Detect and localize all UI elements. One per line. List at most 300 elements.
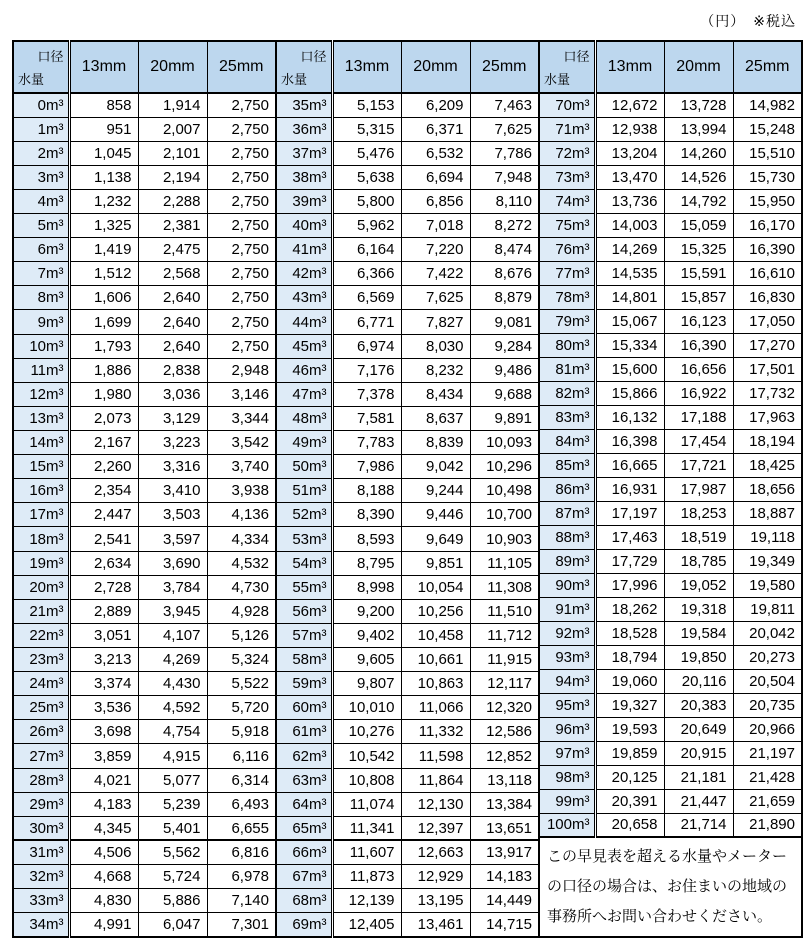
volume-label-cell: 52m³ (276, 503, 332, 527)
rate-cell: 15,059 (664, 213, 733, 237)
table-row (539, 765, 802, 789)
rate-cell: 18,887 (733, 501, 802, 525)
table-row (13, 648, 276, 672)
rate-cell: 19,593 (595, 717, 664, 741)
rate-cell: 12,117 (470, 672, 539, 696)
rate-cell: 3,859 (69, 744, 138, 768)
column-header-25mm: 25mm (470, 41, 539, 93)
rate-cell: 20,383 (664, 693, 733, 717)
rate-cell: 17,732 (733, 381, 802, 405)
rate-cell: 10,458 (401, 623, 470, 647)
rate-cell: 20,504 (733, 669, 802, 693)
volume-label-cell: 5m³ (13, 214, 69, 238)
rate-cell: 19,060 (595, 669, 664, 693)
table-row (13, 913, 276, 937)
table-row (276, 382, 539, 406)
volume-label-cell: 63m³ (276, 768, 332, 792)
table-row (13, 599, 276, 623)
rate-cell: 2,640 (138, 286, 207, 310)
rate-cell: 9,402 (332, 623, 401, 647)
unit-tax-note: （円） ※税込 (700, 13, 796, 29)
rate-cell: 5,153 (332, 93, 401, 117)
table-row (276, 262, 539, 286)
rate-cell: 4,506 (69, 840, 138, 864)
rate-cell: 11,332 (401, 720, 470, 744)
rate-cell: 1,793 (69, 334, 138, 358)
table-row (539, 429, 802, 453)
volume-label-cell: 38m³ (276, 165, 332, 189)
table-row (276, 672, 539, 696)
rate-cell: 2,750 (207, 238, 276, 262)
rate-cell: 2,640 (138, 334, 207, 358)
rate-cell: 17,188 (664, 405, 733, 429)
rate-cell: 12,929 (401, 865, 470, 889)
volume-label-cell: 28m³ (13, 768, 69, 792)
table-row (276, 720, 539, 744)
rate-cell: 14,715 (470, 913, 539, 937)
volume-label-cell: 58m³ (276, 648, 332, 672)
rate-cell: 2,750 (207, 334, 276, 358)
rate-cell: 9,081 (470, 310, 539, 334)
rate-cell: 951 (69, 117, 138, 141)
table-row (276, 503, 539, 527)
table-row (539, 573, 802, 597)
rate-cell: 4,345 (69, 816, 138, 840)
rate-cell: 6,655 (207, 816, 276, 840)
volume-label-cell: 78m³ (539, 285, 595, 309)
rate-cell: 13,195 (401, 889, 470, 913)
rate-cell: 10,093 (470, 431, 539, 455)
volume-label-cell: 31m³ (13, 840, 69, 864)
volume-label-cell: 79m³ (539, 309, 595, 333)
rate-cell: 16,390 (664, 333, 733, 357)
volume-label-cell: 54m³ (276, 551, 332, 575)
rate-cell: 12,130 (401, 792, 470, 816)
volume-label-cell: 75m³ (539, 213, 595, 237)
rate-cell: 12,938 (595, 117, 664, 141)
table-row (539, 645, 802, 669)
rate-cell: 18,785 (664, 549, 733, 573)
rate-cell: 20,735 (733, 693, 802, 717)
volume-label-cell: 53m³ (276, 527, 332, 551)
rate-cell: 1,325 (69, 214, 138, 238)
rate-cell: 9,649 (401, 527, 470, 551)
table-row (276, 792, 539, 816)
rate-cell: 6,366 (332, 262, 401, 286)
rate-cell: 14,982 (733, 93, 802, 117)
rate-cell: 3,542 (207, 431, 276, 455)
volume-label-cell: 91m³ (539, 597, 595, 621)
rate-cell: 8,879 (470, 286, 539, 310)
table-row (276, 431, 539, 455)
volume-label-cell: 32m³ (13, 865, 69, 889)
rate-cell: 12,139 (332, 889, 401, 913)
volume-label-cell: 18m³ (13, 527, 69, 551)
rate-cell: 3,036 (138, 382, 207, 406)
volume-label-cell: 90m³ (539, 573, 595, 597)
rate-cell: 13,994 (664, 117, 733, 141)
rate-cell: 19,859 (595, 741, 664, 765)
volume-label-cell: 51m³ (276, 479, 332, 503)
rate-cell: 16,656 (664, 357, 733, 381)
rate-cell: 6,047 (138, 913, 207, 937)
volume-label-cell: 49m³ (276, 431, 332, 455)
rate-cell: 2,634 (69, 551, 138, 575)
rate-cell: 17,987 (664, 477, 733, 501)
table-row (13, 310, 276, 334)
volume-label-cell: 77m³ (539, 261, 595, 285)
rate-cell: 9,200 (332, 599, 401, 623)
rate-cell: 8,637 (401, 406, 470, 430)
rate-cell: 2,073 (69, 406, 138, 430)
rate-cell: 10,276 (332, 720, 401, 744)
water-rate-tables (12, 40, 803, 938)
volume-label-cell: 81m³ (539, 357, 595, 381)
table-row (539, 237, 802, 261)
rate-cell: 18,794 (595, 645, 664, 669)
rate-cell: 16,123 (664, 309, 733, 333)
volume-label-cell: 47m³ (276, 382, 332, 406)
rate-cell: 7,463 (470, 93, 539, 117)
rate-cell: 16,170 (733, 213, 802, 237)
volume-label-cell: 84m³ (539, 429, 595, 453)
volume-label-cell: 73m³ (539, 165, 595, 189)
rate-cell: 6,116 (207, 744, 276, 768)
volume-label-cell: 76m³ (539, 237, 595, 261)
rate-cell: 17,963 (733, 405, 802, 429)
rate-cell: 18,425 (733, 453, 802, 477)
table-row (276, 189, 539, 213)
table-row (539, 381, 802, 405)
rate-cell: 3,051 (69, 623, 138, 647)
rate-cell: 5,401 (138, 816, 207, 840)
rate-cell: 8,110 (470, 189, 539, 213)
rate-cell: 15,857 (664, 285, 733, 309)
volume-label-cell: 61m³ (276, 720, 332, 744)
rate-cell: 9,486 (470, 358, 539, 382)
table-row (276, 238, 539, 262)
rate-cell: 9,891 (470, 406, 539, 430)
table-row (13, 575, 276, 599)
volume-label-cell: 1m³ (13, 117, 69, 141)
volume-label-cell: 48m³ (276, 406, 332, 430)
rate-cell: 20,116 (664, 669, 733, 693)
volume-label-cell: 14m³ (13, 431, 69, 455)
volume-label-cell: 66m³ (276, 840, 332, 864)
rate-cell: 2,288 (138, 189, 207, 213)
rate-cell: 4,107 (138, 623, 207, 647)
rate-cell: 21,714 (664, 813, 733, 837)
column-header-20mm: 20mm (664, 41, 733, 93)
rate-cell: 13,728 (664, 93, 733, 117)
rate-cell: 7,422 (401, 262, 470, 286)
rate-cell: 11,873 (332, 865, 401, 889)
volume-label-cell: 46m³ (276, 358, 332, 382)
rate-cell: 2,750 (207, 310, 276, 334)
volume-label-cell: 10m³ (13, 334, 69, 358)
rate-cell: 2,948 (207, 358, 276, 382)
rate-cell: 1,045 (69, 141, 138, 165)
footnote-row (539, 837, 802, 937)
rate-cell: 15,600 (595, 357, 664, 381)
rate-cell: 6,694 (401, 165, 470, 189)
rate-cell: 2,728 (69, 575, 138, 599)
volume-label-cell: 95m³ (539, 693, 595, 717)
header-row (276, 41, 539, 93)
table-row (13, 141, 276, 165)
rate-cell: 17,996 (595, 573, 664, 597)
rate-cell: 3,129 (138, 406, 207, 430)
rate-cell: 16,390 (733, 237, 802, 261)
table-row (276, 865, 539, 889)
rate-cell: 12,397 (401, 816, 470, 840)
rate-cell: 2,750 (207, 93, 276, 117)
rate-cell: 2,838 (138, 358, 207, 382)
table-row (13, 165, 276, 189)
table-row (539, 213, 802, 237)
table-row (13, 93, 276, 117)
table-row (13, 792, 276, 816)
rate-cell: 5,720 (207, 696, 276, 720)
rate-cell: 8,795 (332, 551, 401, 575)
volume-label-cell: 45m³ (276, 334, 332, 358)
rate-cell: 19,349 (733, 549, 802, 573)
rate-cell: 16,931 (595, 477, 664, 501)
rate-cell: 11,712 (470, 623, 539, 647)
table-row (276, 214, 539, 238)
rate-cell: 2,750 (207, 165, 276, 189)
volume-label-cell: 72m³ (539, 141, 595, 165)
rate-cell: 8,593 (332, 527, 401, 551)
rate-cell: 2,750 (207, 189, 276, 213)
volume-label-cell: 55m³ (276, 575, 332, 599)
volume-label-cell: 41m³ (276, 238, 332, 262)
volume-label-cell: 80m³ (539, 333, 595, 357)
corner-diameter-label: 口径 (37, 49, 64, 64)
rate-cell: 3,938 (207, 479, 276, 503)
volume-label-cell: 34m³ (13, 913, 69, 937)
corner-header-cell (276, 41, 332, 93)
volume-label-cell: 23m³ (13, 648, 69, 672)
rate-cell: 5,800 (332, 189, 401, 213)
table-row (539, 261, 802, 285)
table-row (13, 358, 276, 382)
column-header-25mm: 25mm (733, 41, 802, 93)
corner-diameter-label: 口径 (300, 49, 327, 64)
rate-cell: 5,562 (138, 840, 207, 864)
rate-cell: 13,470 (595, 165, 664, 189)
volume-label-cell: 99m³ (539, 789, 595, 813)
volume-label-cell: 71m³ (539, 117, 595, 141)
table-row (276, 406, 539, 430)
rate-cell: 5,315 (332, 117, 401, 141)
table-row (13, 455, 276, 479)
rate-cell: 21,428 (733, 765, 802, 789)
rate-cell: 3,784 (138, 575, 207, 599)
table-row (539, 93, 802, 117)
table-row (276, 648, 539, 672)
rate-cell: 3,410 (138, 479, 207, 503)
volume-label-cell: 87m³ (539, 501, 595, 525)
table-row (539, 621, 802, 645)
rate-cell: 2,541 (69, 527, 138, 551)
corner-volume-label: 水量 (544, 72, 571, 87)
footnote-section (539, 837, 802, 937)
table-row (13, 286, 276, 310)
rate-cell: 2,750 (207, 262, 276, 286)
rate-cell: 858 (69, 93, 138, 117)
rate-cell: 19,850 (664, 645, 733, 669)
rate-cell: 16,830 (733, 285, 802, 309)
table-row (276, 623, 539, 647)
rate-cell: 17,197 (595, 501, 664, 525)
rate-cell: 14,792 (664, 189, 733, 213)
table-row (276, 696, 539, 720)
rate-cell: 21,181 (664, 765, 733, 789)
rate-cell: 18,262 (595, 597, 664, 621)
rate-cell: 6,209 (401, 93, 470, 117)
rate-cell: 14,801 (595, 285, 664, 309)
volume-label-cell: 4m³ (13, 189, 69, 213)
rate-cell: 20,649 (664, 717, 733, 741)
volume-label-cell: 59m³ (276, 672, 332, 696)
rate-cell: 1,914 (138, 93, 207, 117)
rate-cell: 11,105 (470, 551, 539, 575)
rate-cell: 12,852 (470, 744, 539, 768)
rate-cell: 1,886 (69, 358, 138, 382)
rate-cell: 2,007 (138, 117, 207, 141)
volume-label-cell: 56m³ (276, 599, 332, 623)
volume-label-cell: 40m³ (276, 214, 332, 238)
rate-cell: 4,592 (138, 696, 207, 720)
rate-cell: 17,050 (733, 309, 802, 333)
table-row (539, 549, 802, 573)
rate-cell: 10,010 (332, 696, 401, 720)
rate-cell: 1,232 (69, 189, 138, 213)
rate-cell: 11,066 (401, 696, 470, 720)
rate-cell: 9,244 (401, 479, 470, 503)
rate-cell: 2,260 (69, 455, 138, 479)
rate-rows-0-34 (13, 93, 276, 937)
table-row (276, 286, 539, 310)
table-row (276, 455, 539, 479)
rate-cell: 11,308 (470, 575, 539, 599)
volume-label-cell: 92m³ (539, 621, 595, 645)
volume-label-cell: 98m³ (539, 765, 595, 789)
rate-cell: 3,344 (207, 406, 276, 430)
rate-cell: 14,535 (595, 261, 664, 285)
rate-cell: 3,690 (138, 551, 207, 575)
rate-cell: 18,194 (733, 429, 802, 453)
table-row (539, 309, 802, 333)
table-row (13, 551, 276, 575)
volume-label-cell: 22m³ (13, 623, 69, 647)
corner-volume-label: 水量 (18, 72, 45, 87)
table-row (276, 141, 539, 165)
rate-cell: 11,864 (401, 768, 470, 792)
rate-cell: 10,808 (332, 768, 401, 792)
rate-cell: 4,136 (207, 503, 276, 527)
table-row (13, 768, 276, 792)
column-header-13mm: 13mm (595, 41, 664, 93)
table-row (13, 262, 276, 286)
table-row (276, 165, 539, 189)
rate-cell: 2,640 (138, 310, 207, 334)
rate-cell: 10,296 (470, 455, 539, 479)
rate-cell: 3,223 (138, 431, 207, 455)
rate-cell: 1,512 (69, 262, 138, 286)
rate-cell: 12,320 (470, 696, 539, 720)
volume-label-cell: 19m³ (13, 551, 69, 575)
table-row (276, 479, 539, 503)
table-row (539, 357, 802, 381)
rate-cell: 6,974 (332, 334, 401, 358)
rate-cell: 15,730 (733, 165, 802, 189)
table-row (539, 813, 802, 837)
table-row (13, 334, 276, 358)
table-row (13, 672, 276, 696)
table-row (276, 599, 539, 623)
table-row (276, 551, 539, 575)
rate-cell: 9,851 (401, 551, 470, 575)
volume-label-cell: 26m³ (13, 720, 69, 744)
table-row (276, 816, 539, 840)
table-row (539, 189, 802, 213)
rate-cell: 13,651 (470, 816, 539, 840)
rate-cell: 17,270 (733, 333, 802, 357)
rate-cell: 19,580 (733, 573, 802, 597)
volume-label-cell: 44m³ (276, 310, 332, 334)
table-row (13, 816, 276, 840)
table-row (276, 744, 539, 768)
volume-label-cell: 21m³ (13, 599, 69, 623)
rate-cell: 4,915 (138, 744, 207, 768)
table-row (13, 214, 276, 238)
rate-cell: 7,625 (470, 117, 539, 141)
rate-rows-70-100 (539, 93, 802, 837)
rate-cell: 16,398 (595, 429, 664, 453)
table-row (13, 431, 276, 455)
rate-cell: 15,334 (595, 333, 664, 357)
table-row (539, 453, 802, 477)
table-row (13, 406, 276, 430)
rate-cell: 3,213 (69, 648, 138, 672)
volume-label-cell: 13m³ (13, 406, 69, 430)
rate-cell: 7,948 (470, 165, 539, 189)
table-row (276, 358, 539, 382)
rate-cell: 11,510 (470, 599, 539, 623)
rate-cell: 16,922 (664, 381, 733, 405)
column-header-13mm: 13mm (69, 41, 138, 93)
volume-label-cell: 8m³ (13, 286, 69, 310)
table-row (539, 741, 802, 765)
header-row (539, 41, 802, 93)
rate-cell: 18,253 (664, 501, 733, 525)
table-row (13, 623, 276, 647)
volume-label-cell: 65m³ (276, 816, 332, 840)
rate-cell: 5,918 (207, 720, 276, 744)
corner-header-cell (539, 41, 595, 93)
table-row (13, 840, 276, 864)
volume-label-cell: 96m³ (539, 717, 595, 741)
table-row (13, 744, 276, 768)
table-row (276, 840, 539, 864)
column-header-13mm: 13mm (332, 41, 401, 93)
rate-cell: 3,945 (138, 599, 207, 623)
rate-cell: 2,447 (69, 503, 138, 527)
rate-cell: 11,598 (401, 744, 470, 768)
table-row (276, 889, 539, 913)
